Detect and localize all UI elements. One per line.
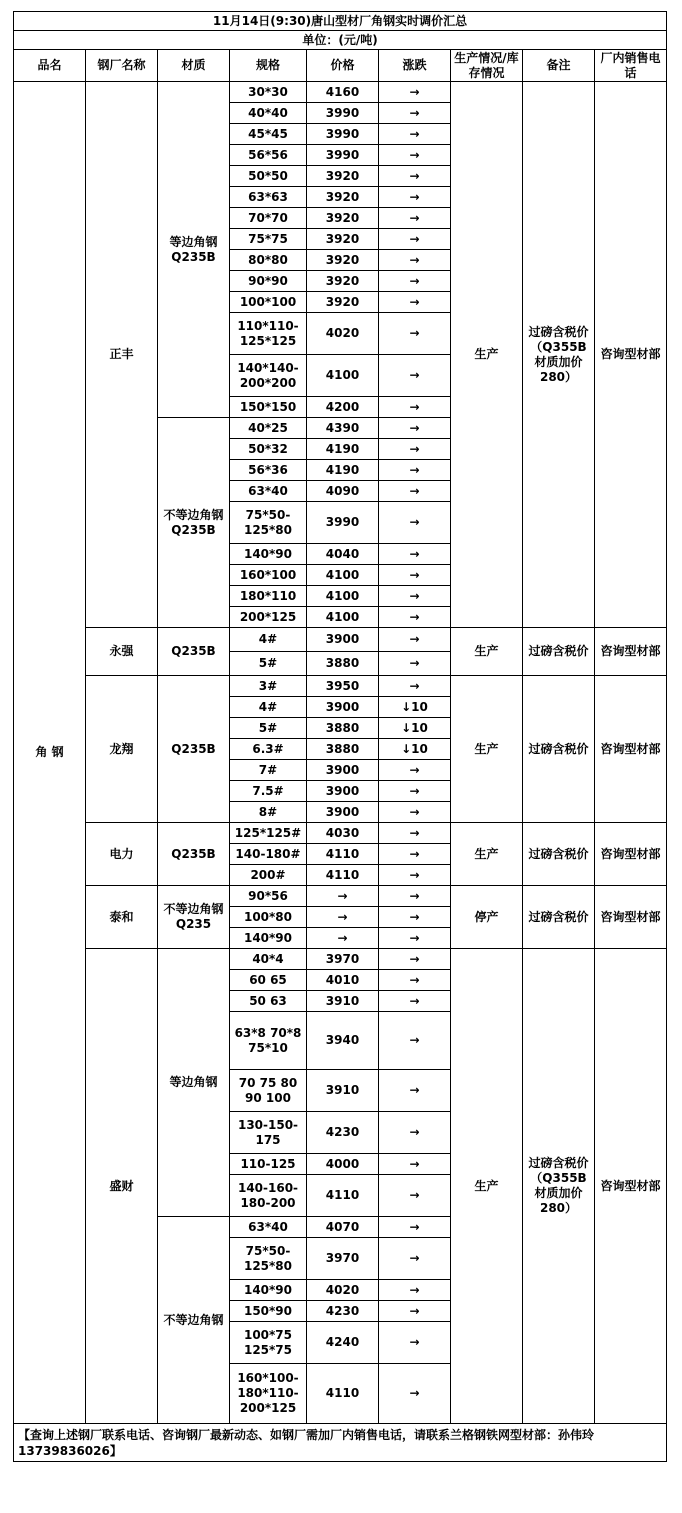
- change-cell: →: [379, 607, 451, 628]
- change-cell: →: [379, 802, 451, 823]
- change-cell: →: [379, 886, 451, 907]
- price-cell: 4240: [307, 1322, 379, 1364]
- header-mill: 钢厂名称: [86, 50, 158, 82]
- price-cell: 3880: [307, 652, 379, 676]
- material: 不等边角钢Q235B: [158, 418, 230, 628]
- change-cell: ↓10: [379, 739, 451, 760]
- change-cell: ↓10: [379, 718, 451, 739]
- material: Q235B: [158, 823, 230, 886]
- price-cell: 3940: [307, 1012, 379, 1070]
- change-cell: →: [379, 544, 451, 565]
- price-cell: 4190: [307, 460, 379, 481]
- price-cell: →: [307, 886, 379, 907]
- spec-cell: 7#: [230, 760, 307, 781]
- price-cell: 4390: [307, 418, 379, 439]
- spec-cell: 100*80: [230, 907, 307, 928]
- spec-cell: 40*40: [230, 103, 307, 124]
- spec-cell: 6.3#: [230, 739, 307, 760]
- product-name: 角 钢: [14, 82, 86, 1424]
- spec-cell: 100*100: [230, 292, 307, 313]
- price-cell: 3910: [307, 991, 379, 1012]
- change-cell: →: [379, 418, 451, 439]
- change-cell: →: [379, 1322, 451, 1364]
- spec-cell: 75*50-125*80: [230, 502, 307, 544]
- change-cell: →: [379, 82, 451, 103]
- change-cell: →: [379, 565, 451, 586]
- material: Q235B: [158, 676, 230, 823]
- price-cell: 3970: [307, 949, 379, 970]
- change-cell: →: [379, 229, 451, 250]
- table-row: [14, 676, 667, 697]
- change-cell: →: [379, 1175, 451, 1217]
- price-cell: 4040: [307, 544, 379, 565]
- change-cell: →: [379, 823, 451, 844]
- change-cell: →: [379, 124, 451, 145]
- spec-cell: 40*25: [230, 418, 307, 439]
- change-cell: →: [379, 1012, 451, 1070]
- price-cell: 3900: [307, 628, 379, 652]
- change-cell: →: [379, 1301, 451, 1322]
- change-cell: →: [379, 481, 451, 502]
- price-cell: 3900: [307, 781, 379, 802]
- spec-cell: 150*90: [230, 1301, 307, 1322]
- sales-phone: 咨询型材部: [595, 949, 667, 1424]
- spec-cell: 90*90: [230, 271, 307, 292]
- price-cell: 3920: [307, 292, 379, 313]
- change-cell: →: [379, 991, 451, 1012]
- price-cell: 4110: [307, 844, 379, 865]
- spec-cell: 4#: [230, 697, 307, 718]
- footer-row: [14, 1424, 667, 1462]
- spec-cell: 140*140-200*200: [230, 355, 307, 397]
- price-cell: 4010: [307, 970, 379, 991]
- change-cell: ↓10: [379, 697, 451, 718]
- price-cell: 3910: [307, 1070, 379, 1112]
- production-status: 生产: [451, 949, 523, 1424]
- change-cell: →: [379, 187, 451, 208]
- price-cell: 3990: [307, 124, 379, 145]
- change-cell: →: [379, 760, 451, 781]
- change-cell: →: [379, 313, 451, 355]
- footer-note: 【查询上述钢厂联系电话、咨询钢厂最新动态、如钢厂需加厂内销售电话，请联系兰格钢铁网型材部：孙伟玲13739836026】: [14, 1424, 667, 1462]
- change-cell: →: [379, 1112, 451, 1154]
- spec-cell: 63*8 70*8 75*10: [230, 1012, 307, 1070]
- price-table: [13, 11, 667, 1462]
- price-cell: 4030: [307, 823, 379, 844]
- sales-phone: 咨询型材部: [595, 676, 667, 823]
- change-cell: →: [379, 1154, 451, 1175]
- spec-cell: 140*90: [230, 544, 307, 565]
- change-cell: →: [379, 439, 451, 460]
- price-cell: 3900: [307, 802, 379, 823]
- change-cell: →: [379, 1217, 451, 1238]
- header-change: 涨跌: [379, 50, 451, 82]
- price-cell: 4230: [307, 1301, 379, 1322]
- material: Q235B: [158, 628, 230, 676]
- price-cell: 4200: [307, 397, 379, 418]
- spec-cell: 75*50-125*80: [230, 1238, 307, 1280]
- remark: 过磅含税价: [523, 628, 595, 676]
- price-cell: 4110: [307, 1364, 379, 1424]
- spec-cell: 180*110: [230, 586, 307, 607]
- spec-cell: 56*56: [230, 145, 307, 166]
- price-cell: 4160: [307, 82, 379, 103]
- spec-cell: 50*50: [230, 166, 307, 187]
- table-row: [14, 823, 667, 844]
- header-material: 材质: [158, 50, 230, 82]
- spec-cell: 150*150: [230, 397, 307, 418]
- spec-cell: 63*63: [230, 187, 307, 208]
- sales-phone: 咨询型材部: [595, 886, 667, 949]
- production-status: 生产: [451, 823, 523, 886]
- spec-cell: 7.5#: [230, 781, 307, 802]
- mill-name: 电力: [86, 823, 158, 886]
- change-cell: →: [379, 271, 451, 292]
- spec-cell: 90*56: [230, 886, 307, 907]
- price-cell: 4100: [307, 355, 379, 397]
- spec-cell: 140*90: [230, 928, 307, 949]
- spec-cell: 5#: [230, 652, 307, 676]
- change-cell: →: [379, 586, 451, 607]
- price-cell: 3970: [307, 1238, 379, 1280]
- header-phone: 厂内销售电话: [595, 50, 667, 82]
- spec-cell: 30*30: [230, 82, 307, 103]
- remark: 过磅含税价: [523, 823, 595, 886]
- change-cell: →: [379, 1280, 451, 1301]
- material: 等边角钢: [158, 949, 230, 1217]
- production-status: 生产: [451, 676, 523, 823]
- spec-cell: 45*45: [230, 124, 307, 145]
- spec-cell: 110*110-125*125: [230, 313, 307, 355]
- mill-name: 龙翔: [86, 676, 158, 823]
- material: 不等边角钢Q235: [158, 886, 230, 949]
- price-cell: 3990: [307, 145, 379, 166]
- price-cell: 4090: [307, 481, 379, 502]
- spec-cell: 4#: [230, 628, 307, 652]
- change-cell: →: [379, 1238, 451, 1280]
- price-cell: 4110: [307, 1175, 379, 1217]
- table-row: [14, 949, 667, 970]
- price-cell: 4230: [307, 1112, 379, 1154]
- spec-cell: 63*40: [230, 481, 307, 502]
- spec-cell: 160*100: [230, 565, 307, 586]
- price-cell: 3920: [307, 166, 379, 187]
- price-cell: 3920: [307, 250, 379, 271]
- price-cell: 4020: [307, 1280, 379, 1301]
- price-cell: 3990: [307, 502, 379, 544]
- remark: 过磅含税价: [523, 886, 595, 949]
- table-title: 11月14日(9:30)唐山型材厂角钢实时调价汇总: [14, 12, 667, 31]
- table-row: [14, 628, 667, 652]
- price-cell: 3920: [307, 187, 379, 208]
- price-cell: 3920: [307, 271, 379, 292]
- header-status: 生产情况/库存情况: [451, 50, 523, 82]
- change-cell: →: [379, 907, 451, 928]
- spec-cell: 40*4: [230, 949, 307, 970]
- spec-cell: 100*75 125*75: [230, 1322, 307, 1364]
- mill-name: 永强: [86, 628, 158, 676]
- change-cell: →: [379, 397, 451, 418]
- change-cell: →: [379, 208, 451, 229]
- header-remark: 备注: [523, 50, 595, 82]
- price-cell: 3990: [307, 103, 379, 124]
- change-cell: →: [379, 652, 451, 676]
- price-cell: 4190: [307, 439, 379, 460]
- remark: 过磅含税价（Q355B材质加价280）: [523, 949, 595, 1424]
- change-cell: →: [379, 292, 451, 313]
- price-cell: 4020: [307, 313, 379, 355]
- sales-phone: 咨询型材部: [595, 628, 667, 676]
- spec-cell: 140-160-180-200: [230, 1175, 307, 1217]
- spec-cell: 200#: [230, 865, 307, 886]
- price-cell: 3900: [307, 697, 379, 718]
- change-cell: →: [379, 781, 451, 802]
- spec-cell: 8#: [230, 802, 307, 823]
- change-cell: →: [379, 970, 451, 991]
- spec-cell: 56*36: [230, 460, 307, 481]
- price-cell: →: [307, 928, 379, 949]
- header-price: 价格: [307, 50, 379, 82]
- price-cell: 3880: [307, 718, 379, 739]
- unit-label: 单位：(元/吨): [14, 31, 667, 50]
- spec-cell: 75*75: [230, 229, 307, 250]
- spec-cell: 50*32: [230, 439, 307, 460]
- change-cell: →: [379, 844, 451, 865]
- spec-cell: 200*125: [230, 607, 307, 628]
- spec-cell: 5#: [230, 718, 307, 739]
- change-cell: →: [379, 1070, 451, 1112]
- spec-cell: 60 65: [230, 970, 307, 991]
- price-cell: 3920: [307, 208, 379, 229]
- spec-cell: 3#: [230, 676, 307, 697]
- change-cell: →: [379, 103, 451, 124]
- spec-cell: 110-125: [230, 1154, 307, 1175]
- change-cell: →: [379, 166, 451, 187]
- spec-cell: 130-150-175: [230, 1112, 307, 1154]
- spec-cell: 160*100-180*110-200*125: [230, 1364, 307, 1424]
- spec-cell: 70 75 80 90 100: [230, 1070, 307, 1112]
- change-cell: →: [379, 865, 451, 886]
- change-cell: →: [379, 250, 451, 271]
- material: 等边角钢Q235B: [158, 82, 230, 418]
- price-cell: 4070: [307, 1217, 379, 1238]
- price-cell: 3920: [307, 229, 379, 250]
- spec-cell: 140-180#: [230, 844, 307, 865]
- price-cell: 4100: [307, 607, 379, 628]
- price-cell: 3900: [307, 760, 379, 781]
- mill-name: 盛财: [86, 949, 158, 1424]
- price-cell: 4100: [307, 586, 379, 607]
- spec-cell: 80*80: [230, 250, 307, 271]
- sales-phone: 咨询型材部: [595, 823, 667, 886]
- table-row: [14, 886, 667, 907]
- material: 不等边角钢: [158, 1217, 230, 1424]
- price-cell: 3880: [307, 739, 379, 760]
- sales-phone: 咨询型材部: [595, 82, 667, 628]
- spec-cell: 140*90: [230, 1280, 307, 1301]
- spec-cell: 63*40: [230, 1217, 307, 1238]
- change-cell: →: [379, 676, 451, 697]
- table-row: [14, 82, 667, 103]
- remark: 过磅含税价: [523, 676, 595, 823]
- price-cell: 4110: [307, 865, 379, 886]
- change-cell: →: [379, 355, 451, 397]
- price-cell: 4000: [307, 1154, 379, 1175]
- price-cell: →: [307, 907, 379, 928]
- change-cell: →: [379, 502, 451, 544]
- price-cell: 4100: [307, 565, 379, 586]
- header-row: [14, 50, 667, 82]
- change-cell: →: [379, 928, 451, 949]
- spec-cell: 50 63: [230, 991, 307, 1012]
- change-cell: →: [379, 145, 451, 166]
- spec-cell: 70*70: [230, 208, 307, 229]
- change-cell: →: [379, 628, 451, 652]
- mill-name: 正丰: [86, 82, 158, 628]
- production-status: 停产: [451, 886, 523, 949]
- header-product: 品名: [14, 50, 86, 82]
- change-cell: →: [379, 460, 451, 481]
- change-cell: →: [379, 949, 451, 970]
- change-cell: →: [379, 1364, 451, 1424]
- spec-cell: 125*125#: [230, 823, 307, 844]
- remark: 过磅含税价（Q355B材质加价280）: [523, 82, 595, 628]
- header-spec: 规格: [230, 50, 307, 82]
- mill-name: 泰和: [86, 886, 158, 949]
- production-status: 生产: [451, 82, 523, 628]
- price-cell: 3950: [307, 676, 379, 697]
- production-status: 生产: [451, 628, 523, 676]
